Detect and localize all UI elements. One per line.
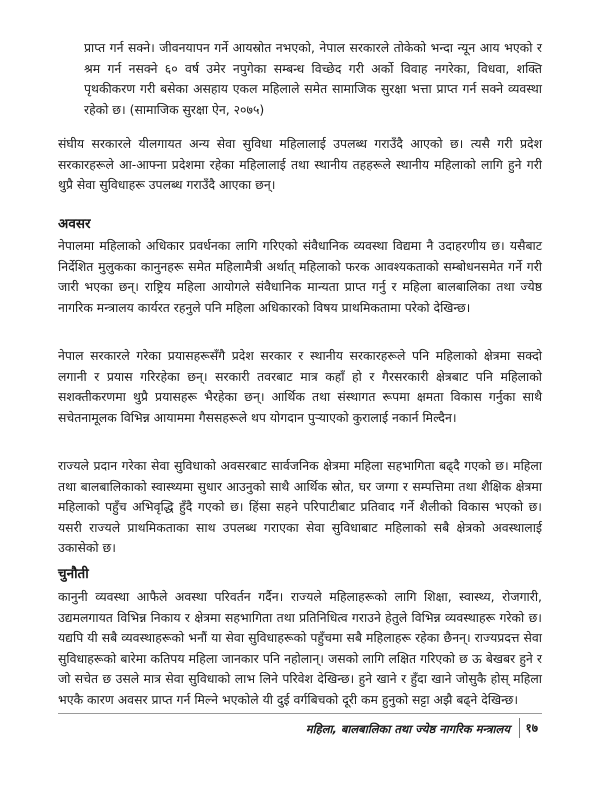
footer-separator [519, 718, 520, 738]
paragraph-social-security-allowance: प्राप्त गर्न सक्ने। जीवनयापन गर्ने आयस्रोत नभएको, नेपाल सरकारले तोकेको भन्दा न्यून आय भएको र श्रम गर्न नसक्ने ६० वर्ष उमेर नपुगेका सम्बन्ध विच्छेद गरी अर्को विवाह नगरेका, विधवा, शक्ति पृथकीकरण गरी बसेका असहाय एकल महिलाले समेत सामाजिक सुरक्षा भत्ता प्राप्त गर्न सक्ने व्यवस्था रहेको छ। (सामाजिक सुरक्षा ऐन, २०७५) [84, 40, 542, 117]
paragraph-government-efforts: नेपाल सरकारले गरेका प्रयासहरूसँगै प्रदेश सरकार र स्थानीय सरकारहरूले पनि महिलाको क्षेत्रमा सक्दो लगानी र प्रयास गरिरहेका छन्। सरकारी तवरबाट मात्र कहाँ हो र गैरसरकारी क्षेत्रबाट पनि महिलाको सशक्तीकरणमा थुप्रै प्रयासहरू भैरहेका छन्। आर्थिक तथा संस्थागत रूपमा क्षमता विकास गर्नुका साथै सचेतनामूलक विभिन्न आयाममा गैससहरूले थप योगदान पुर्‍याएको कुरालाई नकार्न मिल्दैन। [58, 348, 542, 425]
page-number: १७ [525, 721, 538, 735]
paragraph-federal-services: संघीय सरकारले यीलगायत अन्य सेवा सुविधा महिलालाई उपलब्ध गराउँदै आएको छ। त्यसै गरी प्रदेश सरकारहरूले आ-आफ्ना प्रदेशमा रहेका महिलालाई तथा स्थानीय तहहरूले स्थानीय महिलाको लागि हुने गरी थुप्रै सेवा सुविधाहरू उपलब्ध गराउँदै आएका छन्। [58, 136, 542, 192]
footer-ministry-title: महिला, बालबालिका तथा ज्येष्ठ नागरिक मन्त्रालय [305, 722, 510, 736]
heading-challenge: चुनौती [58, 566, 89, 582]
paragraph-legal-provision-challenge: कानुनी व्यवस्था आफैले अवस्था परिवर्तन गर्दैन। राज्यले महिलाहरूको लागि शिक्षा, स्वास्थ्य, रोजगारी, उद्यमलगायत विभिन्न निकाय र क्षेत्रमा सहभागिता तथा प्रतिनिधित्व गराउने हेतुले विभिन्न व्यवस्थाहरू गरेको छ। यद्यपि यी सबै व्यवस्थाहरूको भनौं या सेवा सुविधाहरूको पहुँचमा सबै महिलाहरू रहेका छैनन्। राज्यप्रदत्त सेवा सुविधाहरूको बारेमा कतिपय महिला जानकार पनि नहोलान्। जसको लागि लक्षित गरिएको छ ऊ बेखबर हुने र जो सचेत छ उसले मात्र सेवा सुविधाको लाभ लिने परिवेश देखिन्छ। हुने खाने र हुँदा खाने जोसुकै होस् महिला भएकै कारण अवसर प्राप्त गर्न मिल्ने भएकोले यी दुई वर्गबिचको दूरी कम हुनुको सट्टा अझै बढ्ने देखिन्छ। [58, 589, 542, 707]
paragraph-constitutional-provision: नेपालमा महिलाको अधिकार प्रवर्धनका लागि गरिएको संवैधानिक व्यवस्था विद्यमा नै उदाहरणीय छ। यसैबाट निर्देशित मुलुकका कानुनहरू समेत महिलामैत्री अर्थात् महिलाको फरक आवश्यकताको सम्बोधनसमेत गर्ने गरी जारी भएका छन्। राष्ट्रिय महिला आयोगले संवैधानिक मान्यता प्राप्त गर्नु र महिला बालबालिका तथा ज्येष्ठ नागरिक मन्त्रालय कार्यरत रहनुले पनि महिला अधिकारको विषय प्राथमिकतामा परेको देखिन्छ। [58, 238, 542, 315]
footer-divider [58, 713, 542, 714]
paragraph-participation-growth: राज्यले प्रदान गरेका सेवा सुविधाको अवसरबाट सार्वजनिक क्षेत्रमा महिला सहभागिता बढ्दै गएको छ। महिला तथा बालबालिकाको स्वास्थ्यमा सुधार आउनुको साथै आर्थिक स्रोत, घर जग्गा र सम्पत्तिमा तथा शैक्षिक क्षेत्रमा महिलाको पहुँच अभिवृद्धि हुँदै गएको छ। हिंसा सहने परिपाटीबाट प्रतिवाद गर्ने शैलीको विकास भएको छ। यसरी राज्यले प्राथमिकताका साथ उपलब्ध गराएका सेवा सुविधाबाट महिलाको सबै क्षेत्रको अवस्थालाई उकासेको छ। [58, 458, 542, 555]
heading-opportunity: अवसर [58, 216, 91, 232]
